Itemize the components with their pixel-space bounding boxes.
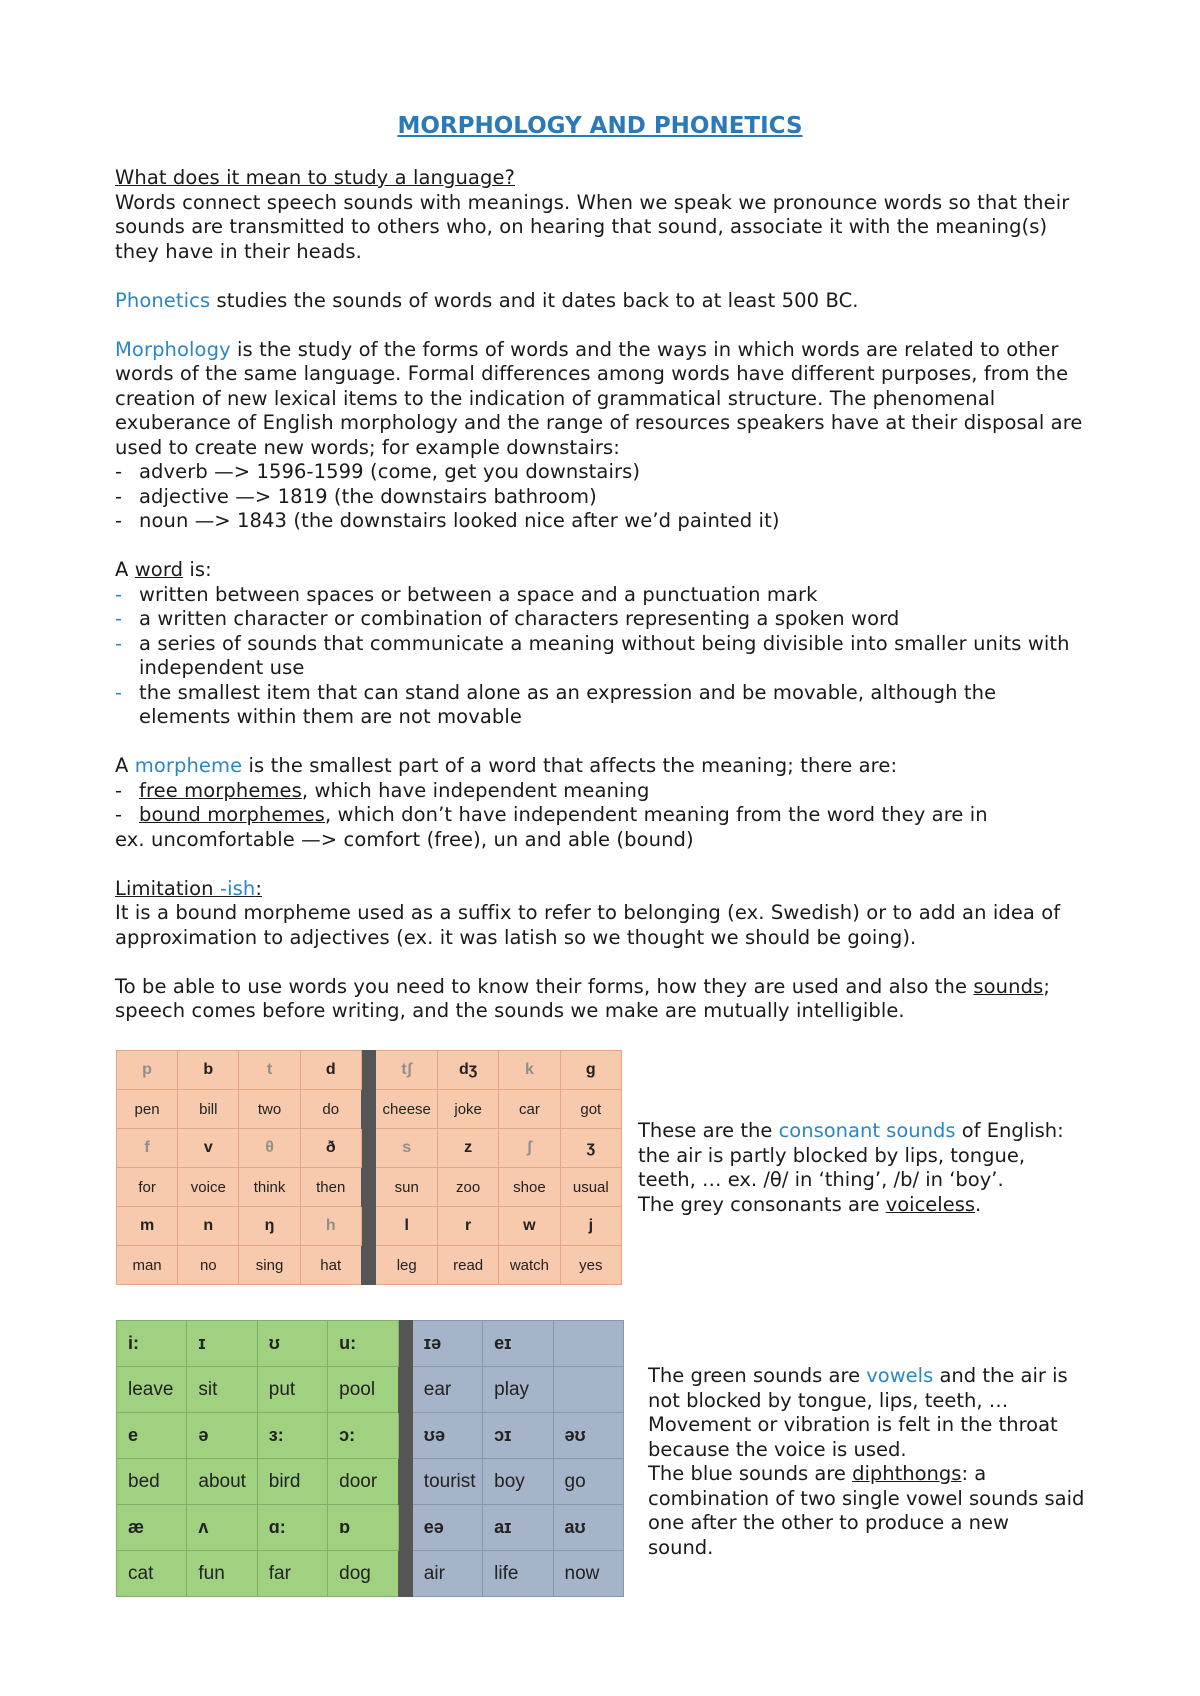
consonant-example: got: [560, 1090, 621, 1129]
vowel-symbol: əʊ: [553, 1413, 623, 1459]
phonetics-text: studies the sounds of words and it dates back to at least 500 BC.: [210, 288, 859, 312]
consonant-symbol: p: [117, 1051, 178, 1090]
vowel-note: The green sounds are vowels and the air is not blocked by tongue, lips, teeth, … Movement or vibration is felt in the throat because the voice is used. The blue sounds are diphthongs: a combination of two single vowel sounds said one after the other to produce a new sound.: [648, 1364, 1085, 1559]
vowel-symbol: [553, 1321, 623, 1367]
consonant-example: sing: [239, 1246, 300, 1285]
vowel-example: [553, 1367, 623, 1413]
list-item: - a written character or combination of characters representing a spoken word: [115, 607, 900, 630]
consonant-example: voice: [178, 1168, 239, 1207]
vowel-example: play: [483, 1367, 553, 1413]
vowel-symbol: ɜ:: [257, 1413, 327, 1459]
consonant-symbol: t: [239, 1051, 300, 1090]
consonant-example: pen: [117, 1090, 178, 1129]
intro-line: sounds are transmitted to others who, on hearing that sound, associate it with the meaning(s): [115, 215, 1048, 238]
consonant-symbol: k: [499, 1051, 560, 1090]
vowel-example: bird: [257, 1459, 327, 1505]
consonant-table: [116, 1050, 622, 1285]
morphology-line: creation of new lexical items to the indication of grammatical structure. The phenomenal: [115, 386, 996, 410]
consonant-symbol: s: [376, 1129, 438, 1168]
morphology-text: is the study of the forms of words and the ways in which words are related to other: [230, 337, 1059, 361]
list-item: - adjective —> 1819 (the downstairs bathroom): [115, 484, 597, 508]
limitation-line: approximation to adjectives (ex. it was latish so we thought we should be going).: [115, 925, 917, 949]
consonant-symbol: ŋ: [239, 1207, 300, 1246]
sounds-line: To be able to use words you need to know their forms, how they are used and also the sounds;: [115, 974, 1051, 998]
vowel-symbol: ɪ: [187, 1321, 257, 1367]
vowel-example: pool: [328, 1367, 398, 1413]
vowel-example: sit: [187, 1367, 257, 1413]
consonant-example: man: [117, 1246, 178, 1285]
list-item: - noun —> 1843 (the downstairs looked nice after we’d painted it): [115, 509, 780, 532]
intro-line: they have in their heads.: [115, 239, 362, 263]
consonant-note: These are the consonant sounds of English: the air is partly blocked by lips, tongue, teeth, … ex. /θ/ in ‘thing’, /b/ in ‘boy’. The grey consonants are voiceless.: [638, 1119, 1064, 1216]
consonant-example: usual: [560, 1168, 621, 1207]
consonant-example: no: [178, 1246, 239, 1285]
vowel-example: far: [257, 1551, 327, 1597]
phonetics-term: Phonetics: [115, 288, 211, 312]
consonant-example: yes: [560, 1246, 621, 1285]
body-text: [115, 166, 1105, 1024]
vowel-symbol: ʌ: [187, 1505, 257, 1551]
list-item: - a series of sounds that communicate a meaning without being divisible into smaller units with independent use: [115, 631, 1070, 679]
limitation-heading: Limitation -ish:: [115, 876, 262, 900]
vowel-example: boy: [483, 1459, 553, 1505]
consonant-example: joke: [438, 1090, 499, 1129]
consonant-symbol: ð: [300, 1129, 361, 1168]
vowel-example: about: [187, 1459, 257, 1505]
morpheme-heading: A morpheme is the smallest part of a word that affects the meaning; there are:: [115, 754, 898, 777]
vowel-symbol: ɑ:: [257, 1505, 327, 1551]
sounds-line: speech comes before writing, and the sounds we make are mutually intelligible.: [115, 999, 905, 1022]
consonant-symbol: f: [117, 1129, 178, 1168]
table-divider: [398, 1413, 412, 1505]
consonant-symbol: l: [376, 1207, 438, 1246]
vowel-symbol: eɪ: [483, 1321, 553, 1367]
consonant-symbol: h: [300, 1207, 361, 1246]
consonant-example: watch: [499, 1246, 560, 1285]
vowel-table: [116, 1320, 624, 1597]
vowel-symbol: æ: [117, 1505, 187, 1551]
morpheme-term: morpheme: [134, 754, 243, 777]
consonant-example: cheese: [376, 1090, 438, 1129]
consonant-example: zoo: [438, 1168, 499, 1207]
vowel-example: leave: [117, 1367, 187, 1413]
list-item: - written between spaces or between a space and a punctuation mark: [115, 582, 818, 606]
vowel-example: door: [328, 1459, 398, 1505]
table-divider: [398, 1321, 412, 1413]
list-item: - free morphemes, which have independent meaning: [115, 778, 650, 802]
vowel-symbol: aʊ: [553, 1505, 623, 1551]
morpheme-example: ex. uncomfortable —> comfort (free), un and able (bound): [115, 827, 694, 851]
consonant-symbol: ʒ: [560, 1129, 621, 1168]
consonant-example: leg: [376, 1246, 438, 1285]
vowel-example: dog: [328, 1551, 398, 1597]
consonant-example: for: [117, 1168, 178, 1207]
intro-question: What does it mean to study a language?: [115, 166, 515, 189]
consonant-symbol: r: [438, 1207, 499, 1246]
vowel-symbol: e: [117, 1413, 187, 1459]
vowel-example: put: [257, 1367, 327, 1413]
vowel-example: fun: [187, 1551, 257, 1597]
consonant-symbol: w: [499, 1207, 560, 1246]
table-divider: [361, 1051, 376, 1129]
table-divider: [361, 1207, 376, 1285]
morphology-paragraph: [115, 338, 1105, 363]
vowel-symbol: ʊə: [412, 1413, 482, 1459]
consonant-symbol: m: [117, 1207, 178, 1246]
consonant-symbol: d: [300, 1051, 361, 1090]
vowel-symbol: ɔɪ: [483, 1413, 553, 1459]
list-item: - the smallest item that can stand alone as an expression and be movable, although the elements within them are not movable: [115, 680, 997, 728]
consonant-symbol: dʒ: [438, 1051, 499, 1090]
vowel-symbol: ə: [187, 1413, 257, 1459]
consonant-example: two: [239, 1090, 300, 1129]
vowel-example: life: [483, 1551, 553, 1597]
consonant-symbol: v: [178, 1129, 239, 1168]
word-heading: A word is:: [115, 558, 212, 581]
table-divider: [398, 1505, 412, 1597]
phonetics-paragraph: [115, 289, 1105, 314]
vowel-symbol: aɪ: [483, 1505, 553, 1551]
morphology-line: used to create new words; for example downstairs:: [115, 435, 620, 459]
consonant-example: sun: [376, 1168, 438, 1207]
consonant-symbol: n: [178, 1207, 239, 1246]
consonant-symbol: b: [178, 1051, 239, 1090]
consonant-example: bill: [178, 1090, 239, 1129]
vowel-example: go: [553, 1459, 623, 1505]
consonant-example: do: [300, 1090, 361, 1129]
vowel-example: now: [553, 1551, 623, 1597]
list-item: - adverb —> 1596-1599 (come, get you downstairs): [115, 460, 641, 483]
consonant-symbol: z: [438, 1129, 499, 1168]
vowel-example: air: [412, 1551, 482, 1597]
page-title: MORPHOLOGY AND PHONETICS: [397, 113, 803, 139]
consonant-example: read: [438, 1246, 499, 1285]
consonant-symbol: g: [560, 1051, 621, 1090]
vowel-example: ear: [412, 1367, 482, 1413]
consonant-symbol: tʃ: [376, 1051, 438, 1090]
vowel-symbol: i:: [117, 1321, 187, 1367]
consonant-example: hat: [300, 1246, 361, 1285]
vowel-symbol: u:: [328, 1321, 398, 1367]
vowel-symbol: eə: [412, 1505, 482, 1551]
consonant-symbol: j: [560, 1207, 621, 1246]
list-item: - bound morphemes, which don’t have independent meaning from the word they are in: [115, 803, 988, 826]
consonant-example: car: [499, 1090, 560, 1129]
vowel-example: tourist: [412, 1459, 482, 1505]
vowel-example: bed: [117, 1459, 187, 1505]
table-divider: [361, 1129, 376, 1207]
consonant-symbol: ʃ: [499, 1129, 560, 1168]
consonant-example: think: [239, 1168, 300, 1207]
vowel-symbol: ɔ:: [328, 1413, 398, 1459]
consonant-example: then: [300, 1168, 361, 1207]
word-term: word: [134, 558, 184, 581]
morphology-term: Morphology: [115, 337, 231, 361]
intro-line: Words connect speech sounds with meanings. When we speak we pronounce words so that their: [115, 190, 1070, 214]
consonant-example: shoe: [499, 1168, 560, 1207]
morphology-line: exuberance of English morphology and the range of resources speakers have at their disposal are: [115, 411, 1083, 434]
vowel-example: cat: [117, 1551, 187, 1597]
consonant-symbol: θ: [239, 1129, 300, 1168]
vowel-symbol: ʊ: [257, 1321, 327, 1367]
limitation-line: It is a bound morpheme used as a suffix to refer to belonging (ex. Swedish) or to add an idea of: [115, 901, 1061, 924]
vowel-symbol: ɒ: [328, 1505, 398, 1551]
vowel-symbol: ɪə: [412, 1321, 482, 1367]
morphology-line: words of the same language. Formal differences among words have different purposes, from the: [115, 362, 1069, 385]
